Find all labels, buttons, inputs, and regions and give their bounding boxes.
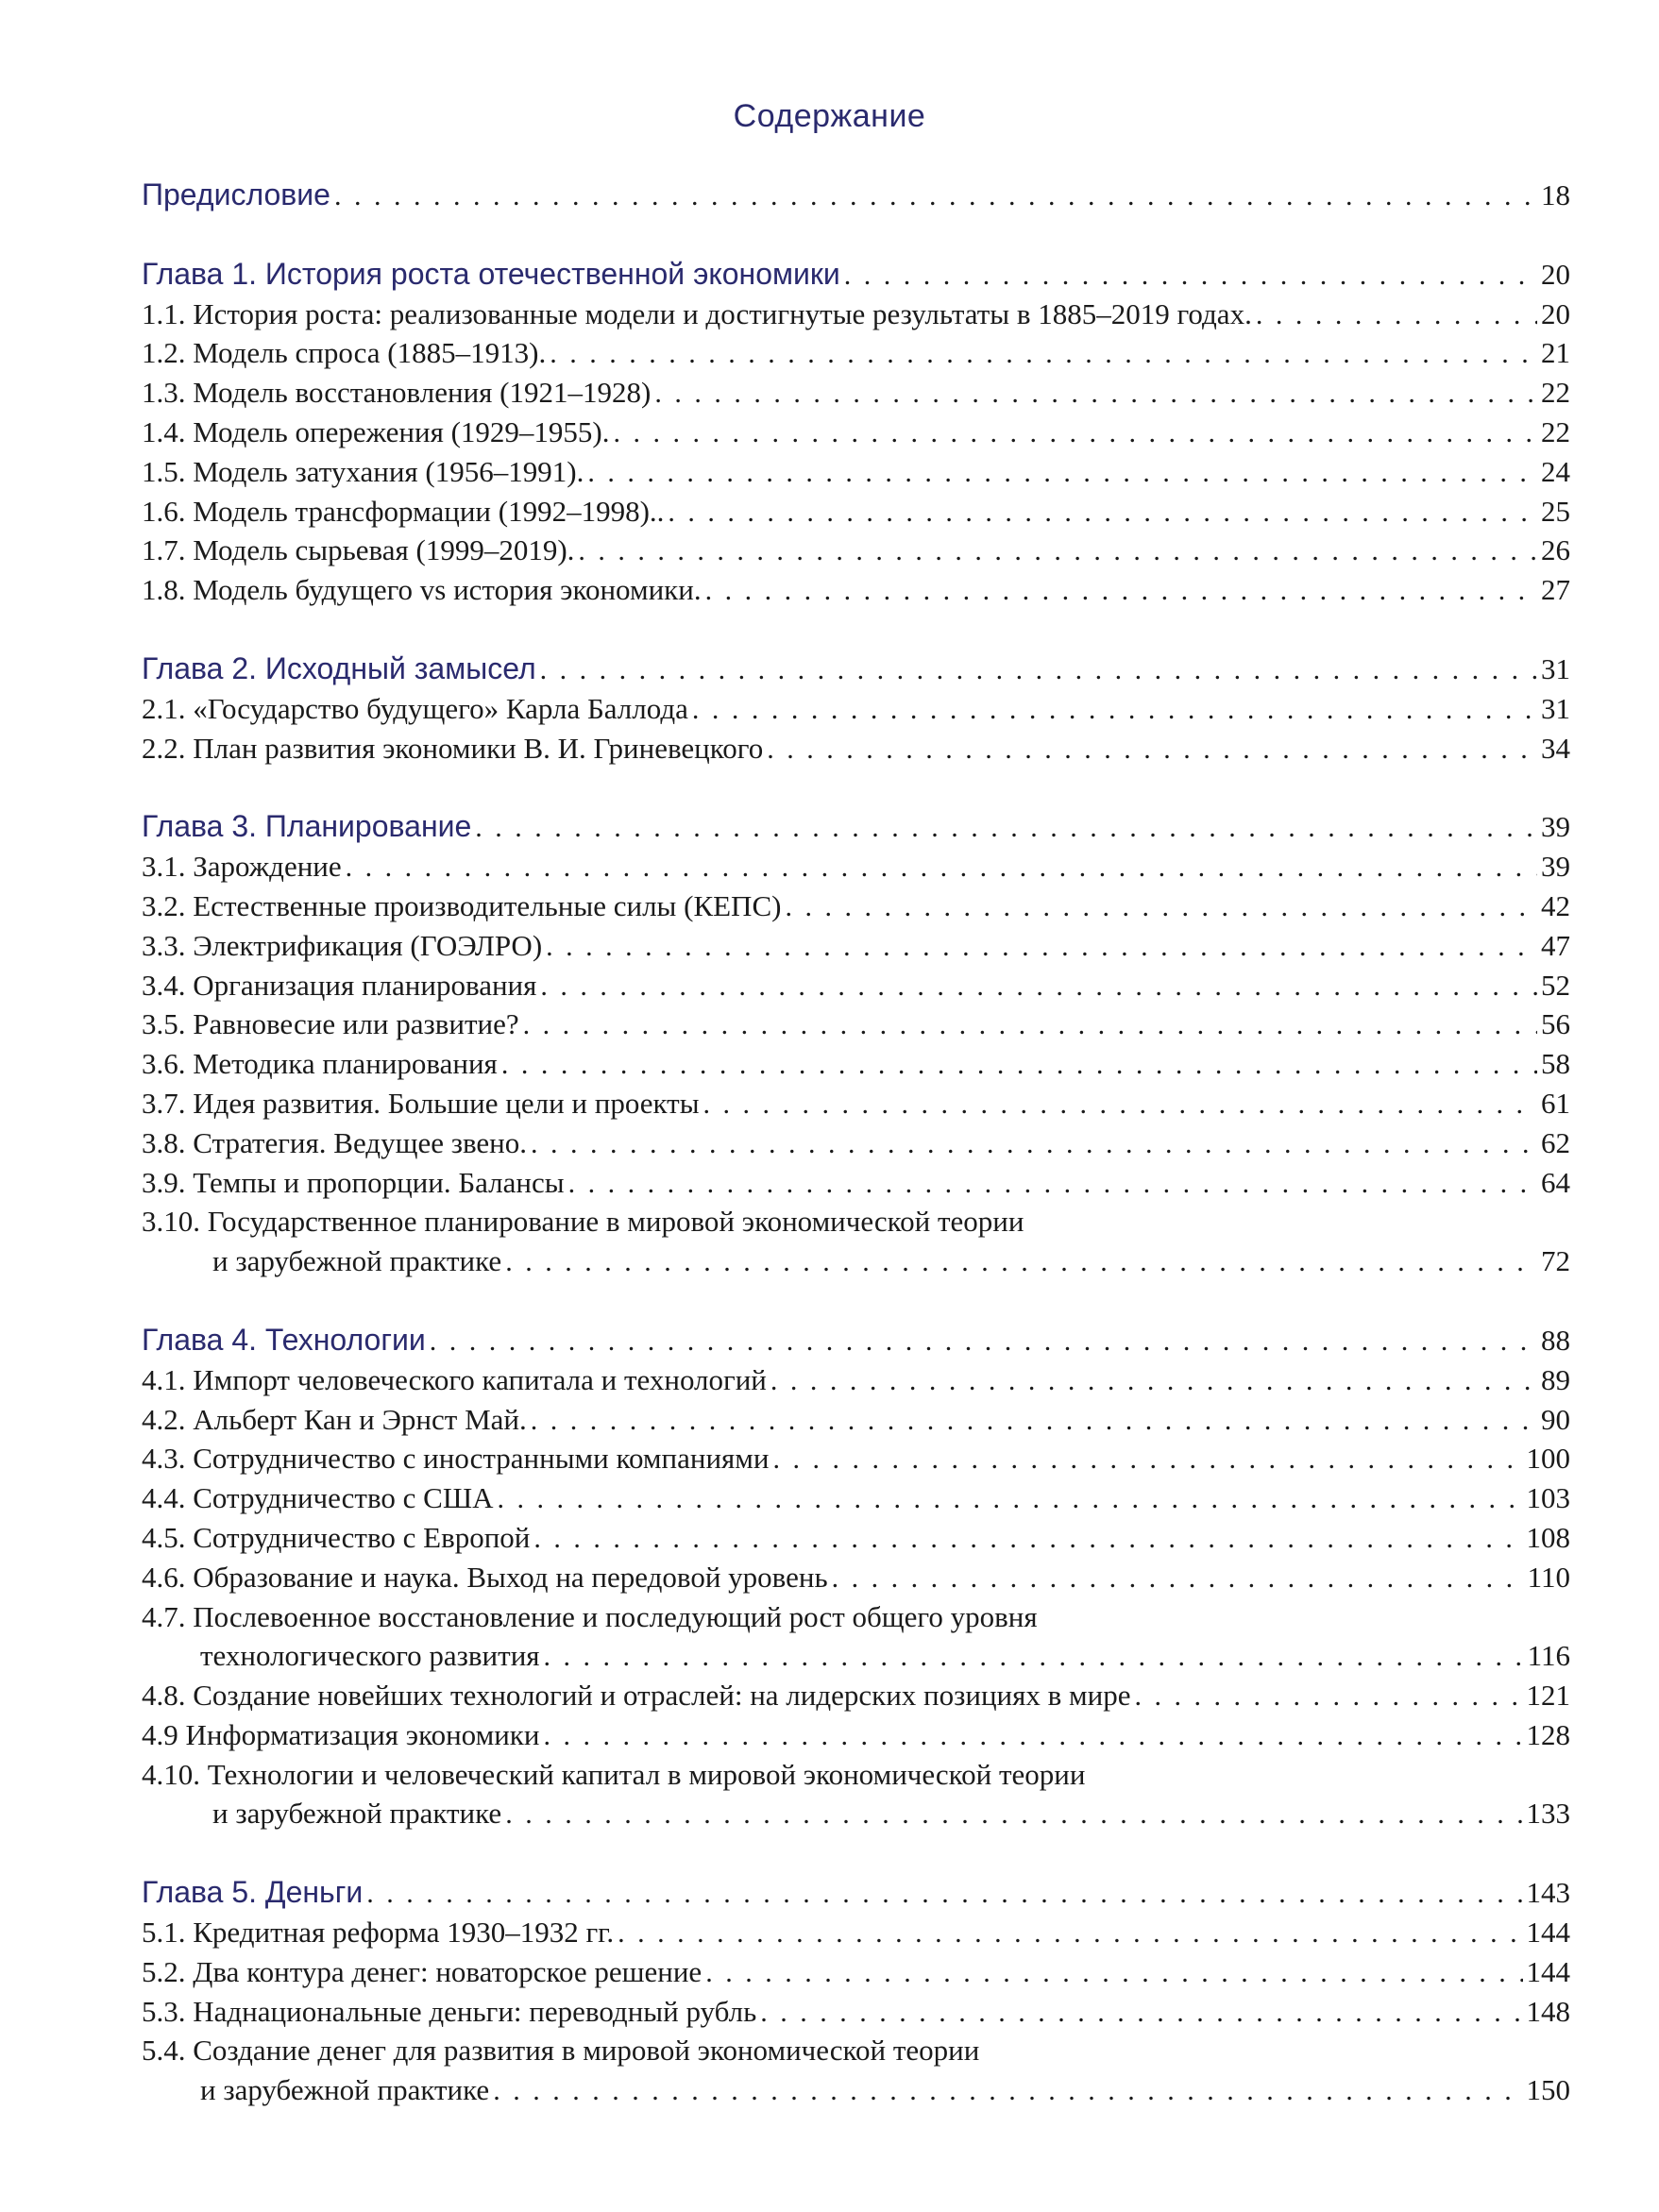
toc-entry-title: 5.1. Кредитная реформа 1930–1932 гг. (142, 1916, 615, 1950)
toc-section-entry[interactable] (142, 1755, 1570, 1795)
section-gap (142, 768, 1570, 807)
dot-leader (531, 1400, 1537, 1441)
dot-leader (1256, 295, 1537, 335)
toc-section-entry[interactable] (142, 1360, 1570, 1400)
toc-section-entry[interactable] (142, 886, 1570, 926)
section-gap (142, 215, 1570, 255)
toc-page-number: 39 (1541, 810, 1570, 844)
dot-leader (618, 1913, 1522, 1953)
dot-leader (546, 926, 1537, 967)
toc-page-number: 90 (1541, 1402, 1570, 1436)
toc-page-number: 27 (1541, 573, 1570, 607)
toc-section-entry[interactable] (142, 492, 1570, 532)
toc-section-entry[interactable] (142, 413, 1570, 452)
page-title: Содержание (733, 98, 926, 134)
dot-leader (614, 413, 1537, 453)
toc-chapter-entry[interactable] (142, 1321, 1570, 1360)
toc-section-entry[interactable] (142, 1558, 1570, 1597)
toc-page-number: 64 (1541, 1165, 1570, 1199)
dot-leader (334, 176, 1537, 216)
toc-page-number: 56 (1541, 1007, 1570, 1041)
table-of-contents (142, 176, 1570, 2110)
toc-entry-title: 4.1. Импорт человеческого капитала и технологий (142, 1362, 767, 1396)
toc-page-number: 34 (1541, 731, 1570, 765)
toc-page-number: 58 (1541, 1047, 1570, 1081)
dot-leader (475, 807, 1537, 848)
toc-entry-title: 1.3. Модель восстановления (1921–1928) (142, 376, 652, 410)
toc-entry-title: 1.8. Модель будущего vs история экономики. (142, 573, 702, 607)
toc-section-entry[interactable] (142, 966, 1570, 1005)
toc-section-entry[interactable] (142, 1715, 1570, 1755)
toc-section-entry[interactable] (142, 1518, 1570, 1558)
dot-leader (540, 650, 1537, 690)
toc-section-entry[interactable] (142, 1439, 1570, 1478)
toc-section-entry[interactable] (142, 1794, 1570, 1833)
toc-entry-title: 3.7. Идея развития. Большие цели и проекты (142, 1086, 700, 1120)
toc-entry-title: 2.1. «Государство будущего» Карла Баллода (142, 691, 688, 725)
toc-entry-title: Глава 2. Исходный замысел (142, 650, 536, 685)
toc-entry-title: 2.2. План развития экономики В. И. Гриневецкого (142, 731, 764, 765)
toc-page-number: 72 (1541, 1244, 1570, 1278)
dot-leader (770, 1360, 1537, 1401)
dot-leader (705, 570, 1537, 611)
dot-leader (346, 847, 1537, 887)
toc-section-entry[interactable] (142, 295, 1570, 334)
toc-page-number: 62 (1541, 1125, 1570, 1159)
toc-section-entry[interactable] (142, 531, 1570, 570)
toc-entry-title: 4.4. Сотрудничество с США (142, 1481, 494, 1515)
toc-page-number: 22 (1541, 376, 1570, 410)
toc-entry-title: 1.2. Модель спроса (1885–1913). (142, 336, 547, 370)
toc-page-number: 116 (1527, 1639, 1570, 1673)
toc-entry-title: 3.1. Зарождение (142, 850, 342, 884)
toc-entry-title: 4.3. Сотрудничество с иностранными компаниями (142, 1442, 770, 1476)
toc-page-number: 150 (1526, 2073, 1570, 2107)
toc-page-number: 144 (1526, 1916, 1570, 1950)
dot-leader (1135, 1676, 1523, 1716)
dot-leader (773, 1439, 1523, 1479)
toc-entry-title: 4.7. Послевоенное восстановление и последующий рост общего уровня (142, 1599, 1038, 1633)
toc-section-entry[interactable] (142, 926, 1570, 966)
section-gap (142, 1281, 1570, 1321)
toc-page-number: 26 (1541, 533, 1570, 567)
toc-page-number: 133 (1526, 1797, 1570, 1831)
toc-page-number: 18 (1541, 178, 1570, 211)
toc-chapter-entry[interactable] (142, 1873, 1570, 1913)
toc-entry-title: 3.10. Государственное планирование в мировой экономической теории (142, 1205, 1024, 1239)
toc-page-number: 89 (1541, 1362, 1570, 1396)
toc-page-number: 108 (1526, 1520, 1570, 1554)
toc-section-entry[interactable] (142, 1952, 1570, 1992)
toc-entry-title: Глава 3. Планирование (142, 809, 472, 844)
toc-entry-title: 5.2. Два контура денег: новаторское решение (142, 1954, 703, 1988)
toc-section-entry[interactable] (142, 1636, 1570, 1676)
toc-entry-title: 3.4. Организация планирования (142, 968, 537, 1002)
toc-entry-title: и зарубежной практике (212, 1244, 502, 1278)
toc-page-number: 22 (1541, 414, 1570, 448)
section-gap (142, 1833, 1570, 1873)
toc-entry-title: 3.6. Методика планирования (142, 1047, 498, 1081)
toc-entry-title: 3.8. Стратегия. Ведущее звено. (142, 1125, 528, 1159)
dot-leader (501, 1044, 1537, 1085)
toc-page-number: 88 (1541, 1323, 1570, 1357)
toc-page-number: 31 (1541, 651, 1570, 685)
dot-leader (366, 1873, 1522, 1914)
toc-page-number: 100 (1526, 1442, 1570, 1476)
toc-page-number: 24 (1541, 454, 1570, 488)
toc-page-number: 128 (1526, 1717, 1570, 1751)
toc-page-number: 110 (1527, 1560, 1570, 1594)
toc-entry-title: 5.4. Создание денег для развития в мировой экономической теории (142, 2034, 980, 2068)
toc-entry-title: 4.10. Технологии и человеческий капитал в мировой экономической теории (142, 1757, 1086, 1791)
toc-page-number: 25 (1541, 494, 1570, 528)
toc-entry-title: и зарубежной практике (200, 2073, 490, 2107)
dot-leader (844, 255, 1537, 295)
toc-page-number: 52 (1541, 968, 1570, 1002)
toc-section-entry[interactable] (142, 1400, 1570, 1440)
dot-leader (760, 1992, 1522, 2033)
toc-chapter-entry[interactable] (142, 255, 1570, 295)
toc-chapter-entry[interactable] (142, 176, 1570, 215)
toc-section-entry[interactable] (142, 1202, 1570, 1241)
dot-leader (668, 492, 1537, 532)
toc-entry-title: Глава 1. История роста отечественной экономики (142, 256, 840, 291)
toc-section-entry[interactable] (142, 1005, 1570, 1044)
toc-section-entry[interactable] (142, 1992, 1570, 2032)
toc-section-entry[interactable] (142, 1913, 1570, 1952)
toc-page-number: 31 (1541, 691, 1570, 725)
toc-section-entry[interactable] (142, 1478, 1570, 1518)
dot-leader (568, 1163, 1537, 1204)
toc-entry-title: 1.4. Модель опережения (1929–1955). (142, 414, 610, 448)
toc-section-entry[interactable] (142, 452, 1570, 492)
dot-leader (692, 689, 1537, 730)
toc-section-entry[interactable] (142, 2031, 1570, 2070)
toc-section-entry[interactable] (142, 729, 1570, 768)
dot-leader (703, 1084, 1537, 1124)
toc-entry-title: 4.6. Образование и наука. Выход на передовой уровень (142, 1560, 828, 1594)
dot-leader (523, 1005, 1537, 1045)
dot-leader (531, 1123, 1537, 1164)
toc-page-number: 39 (1541, 850, 1570, 884)
toc-entry-title: 3.9. Темпы и пропорции. Балансы (142, 1165, 565, 1199)
toc-page-number: 121 (1526, 1679, 1570, 1713)
dot-leader (505, 1241, 1537, 1282)
dot-leader (497, 1478, 1522, 1519)
toc-section-entry[interactable] (142, 1044, 1570, 1084)
toc-entry-title: 3.2. Естественные производительные силы (КЕПС) (142, 888, 782, 922)
toc-entry-title: 1.1. История роста: реализованные модели и достигнутые результаты в 1885–2019 годах. (142, 296, 1252, 330)
toc-page-number: 61 (1541, 1086, 1570, 1120)
toc-entry-title: 4.9 Информатизация экономики (142, 1717, 540, 1751)
toc-section-entry[interactable] (142, 2070, 1570, 2110)
section-gap (142, 610, 1570, 650)
toc-entry-title: 3.5. Равновесие или развитие? (142, 1007, 519, 1041)
dot-leader (493, 2070, 1522, 2111)
toc-page-number: 20 (1541, 296, 1570, 330)
dot-leader (767, 729, 1537, 769)
dot-leader (505, 1794, 1522, 1834)
dot-leader (587, 452, 1537, 493)
toc-entry-title: Предисловие (142, 177, 330, 211)
toc-section-entry[interactable] (142, 689, 1570, 729)
toc-chapter-entry[interactable] (142, 650, 1570, 689)
toc-page-number: 21 (1541, 336, 1570, 370)
toc-entry-title: 1.7. Модель сырьевая (1999–2019). (142, 533, 575, 567)
dot-leader (540, 966, 1537, 1006)
toc-section-entry[interactable] (142, 373, 1570, 413)
toc-page-number: 42 (1541, 888, 1570, 922)
toc-section-entry[interactable] (142, 1163, 1570, 1203)
toc-section-entry[interactable] (142, 1084, 1570, 1123)
dot-leader (533, 1518, 1522, 1559)
toc-page-number: 148 (1526, 1994, 1570, 2028)
toc-entry-title: 1.6. Модель трансформации (1992–1998).. (142, 494, 665, 528)
dot-leader (654, 373, 1537, 414)
dot-leader (550, 333, 1537, 374)
toc-page-number: 103 (1526, 1481, 1570, 1515)
toc-entry-title: 4.5. Сотрудничество с Европой (142, 1520, 531, 1554)
dot-leader (785, 886, 1537, 927)
toc-entry-title: и зарубежной практике (212, 1797, 502, 1831)
toc-page-number: 143 (1526, 1876, 1570, 1910)
dot-leader (430, 1321, 1537, 1361)
toc-chapter-entry[interactable] (142, 807, 1570, 847)
toc-page-number: 144 (1526, 1954, 1570, 1988)
toc-section-entry[interactable] (142, 333, 1570, 373)
dot-leader (544, 1636, 1524, 1677)
toc-entry-title: 4.8. Создание новейших технологий и отраслей: на лидерских позициях в мире (142, 1679, 1131, 1713)
toc-section-entry[interactable] (142, 1241, 1570, 1281)
toc-entry-title: 5.3. Наднациональные деньги: переводный рубль (142, 1994, 757, 2028)
toc-entry-title: Глава 4. Технологии (142, 1322, 426, 1357)
toc-entry-title: 3.3. Электрификация (ГОЭЛРО) (142, 928, 543, 962)
toc-entry-title: 1.5. Модель затухания (1956–1991). (142, 454, 584, 488)
dot-leader (578, 531, 1537, 571)
toc-section-entry[interactable] (142, 570, 1570, 610)
dot-leader (832, 1558, 1524, 1598)
dot-leader (705, 1952, 1522, 1993)
toc-page-number: 47 (1541, 928, 1570, 962)
dot-leader (543, 1715, 1522, 1756)
toc-section-entry[interactable] (142, 1597, 1570, 1637)
toc-entry-title: Глава 5. Деньги (142, 1875, 364, 1910)
toc-page-number: 20 (1541, 257, 1570, 291)
toc-section-entry[interactable] (142, 1123, 1570, 1163)
toc-entry-title: 4.2. Альберт Кан и Эрнст Май. (142, 1402, 527, 1436)
toc-section-entry[interactable] (142, 1676, 1570, 1715)
toc-section-entry[interactable] (142, 847, 1570, 886)
toc-entry-title: технологического развития (200, 1639, 540, 1673)
